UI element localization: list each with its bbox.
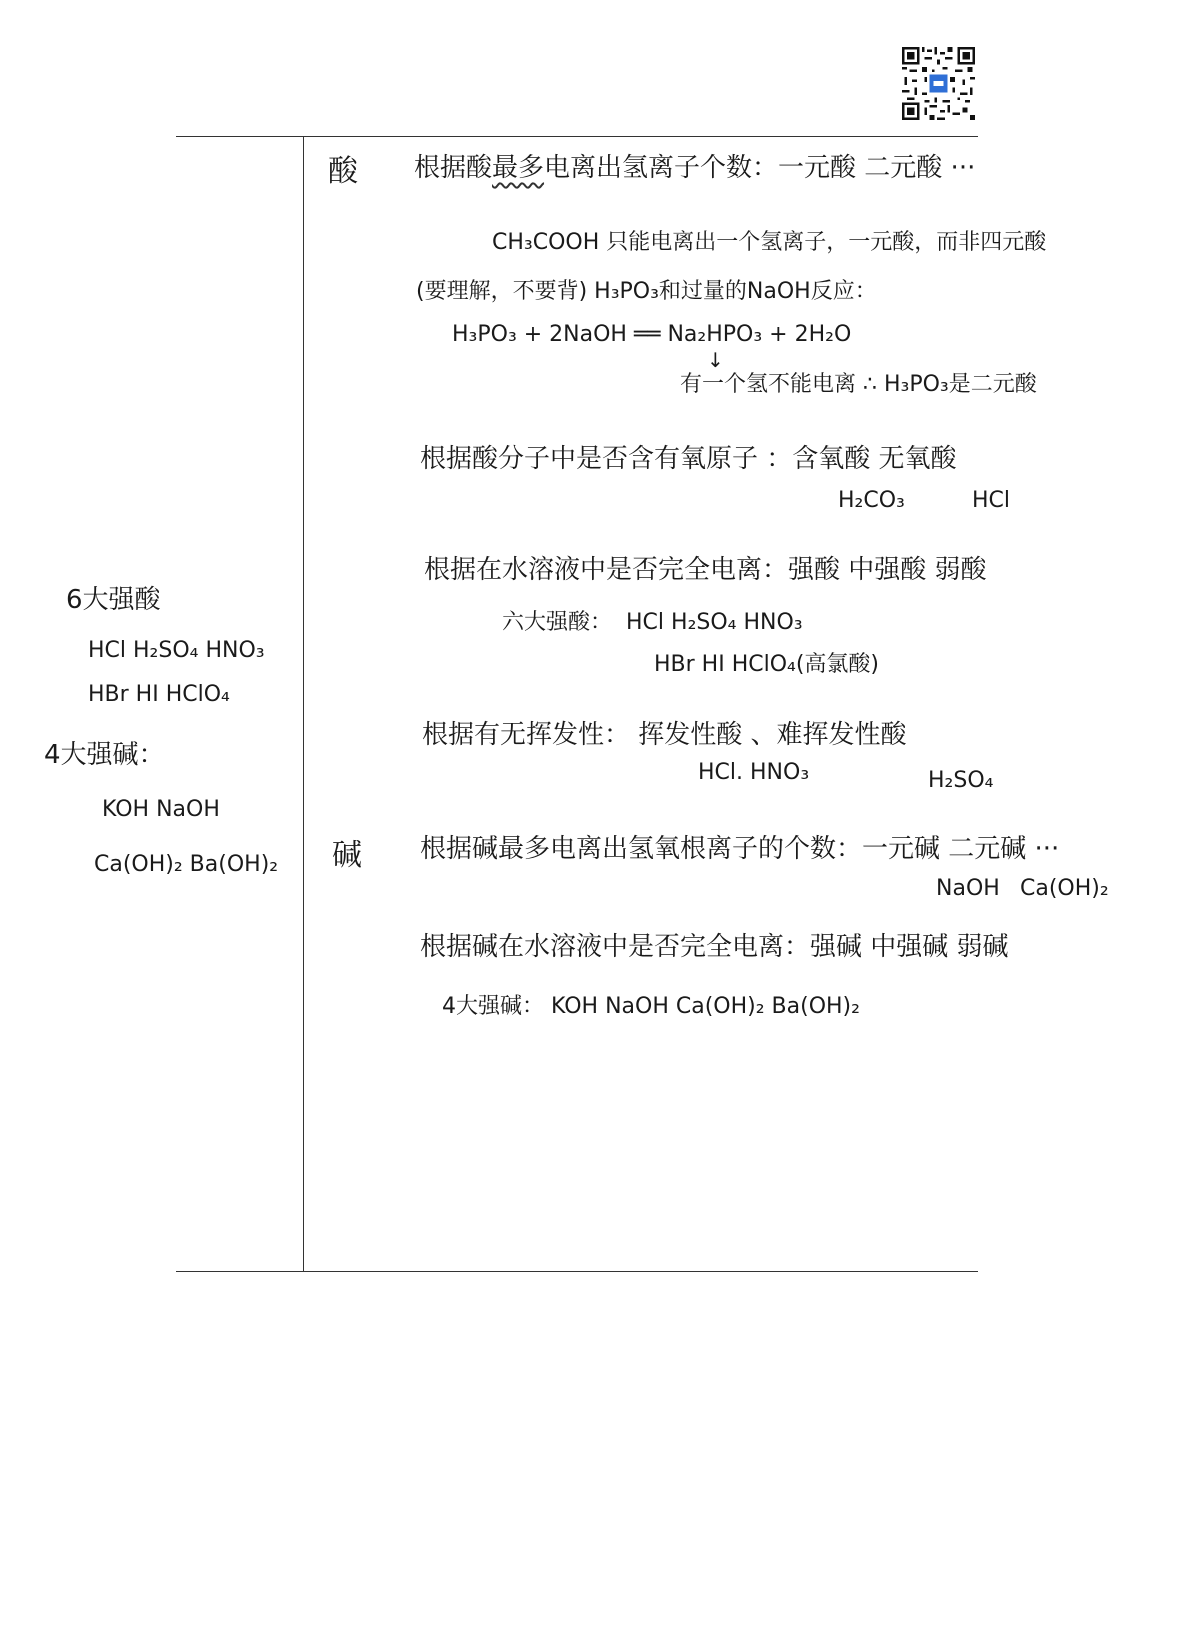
strong-bases-row2: Ca(OH)₂ Ba(OH)₂ (94, 852, 279, 877)
acid-classification-1-wavy: 最多 (492, 153, 545, 183)
acid-classification-4: 根据有无挥发性： 挥发性酸 、难挥发性酸 (422, 720, 907, 750)
acid-classification-3: 根据在水溶液中是否完全电离：强酸 中强酸 弱酸 (424, 555, 987, 585)
base-classification-1: 根据碱最多电离出氢氧根离子的个数：一元碱 二元碱 ··· (420, 834, 1060, 864)
six-strong-acids-label-text: 六大强酸： (502, 610, 613, 635)
acid-conclusion: 有一个氢不能电离 ∴ H₃PO₃是二元酸 (680, 372, 1037, 397)
strong-acids-row1: HCl H₂SO₄ HNO₃ (88, 638, 265, 663)
six-strong-acids-row2: HBr HI HClO₄(高氯酸) (654, 652, 880, 677)
acid-equation: H₃PO₃ + 2NaOH ══ Na₂HPO₃ + 2H₂O (452, 322, 852, 347)
top-rule (176, 136, 978, 137)
strong-bases-title: 4大强碱： (44, 740, 165, 770)
qr-code-icon (902, 47, 975, 120)
strong-acids-title: 6大强酸 (66, 585, 161, 615)
base-example-caoh2: Ca(OH)₂ (1020, 876, 1109, 901)
six-strong-acids-row1: HCl H₂SO₄ HNO₃ (626, 610, 803, 635)
volatile-acid-examples: HCl. HNO₃ (698, 760, 810, 785)
acid-example-hcl: HCl (972, 488, 1011, 513)
margin-rule (303, 137, 304, 1271)
down-arrow-icon: ↓ (707, 348, 724, 372)
acid-classification-1-rest: 电离出氢离子个数：一元酸 二元酸 ··· (544, 153, 976, 183)
base-classification-2: 根据碱在水溶液中是否完全电离：强碱 中强碱 弱碱 (420, 932, 1009, 962)
acid-example-h2co3: H₂CO₃ (838, 488, 905, 513)
acid-classification-1-prefix: 根据酸 (414, 153, 493, 183)
bottom-rule (176, 1271, 978, 1272)
acid-heading: 酸 (328, 154, 358, 189)
strong-acids-row2: HBr HI HClO₄ (88, 682, 230, 707)
nonvolatile-acid-example: H₂SO₄ (928, 768, 994, 793)
acid-note-ch3cooh: CH₃COOH 只能电离出一个氢离子，一元酸，而非四元酸 (492, 230, 1047, 255)
six-strong-acids-label (502, 610, 803, 636)
acid-note-h3po3: (要理解，不要背) H₃PO₃和过量的NaOH反应： (416, 279, 877, 304)
acid-classification-1 (414, 153, 975, 184)
four-strong-bases: 4大强碱： KOH NaOH Ca(OH)₂ Ba(OH)₂ (442, 994, 860, 1019)
base-example-naoh: NaOH (936, 876, 1000, 901)
base-heading: 碱 (332, 838, 362, 873)
acid-classification-2: 根据酸分子中是否含有氧原子 ：含氧酸 无氧酸 (420, 444, 957, 474)
strong-bases-row1: KOH NaOH (102, 797, 220, 822)
